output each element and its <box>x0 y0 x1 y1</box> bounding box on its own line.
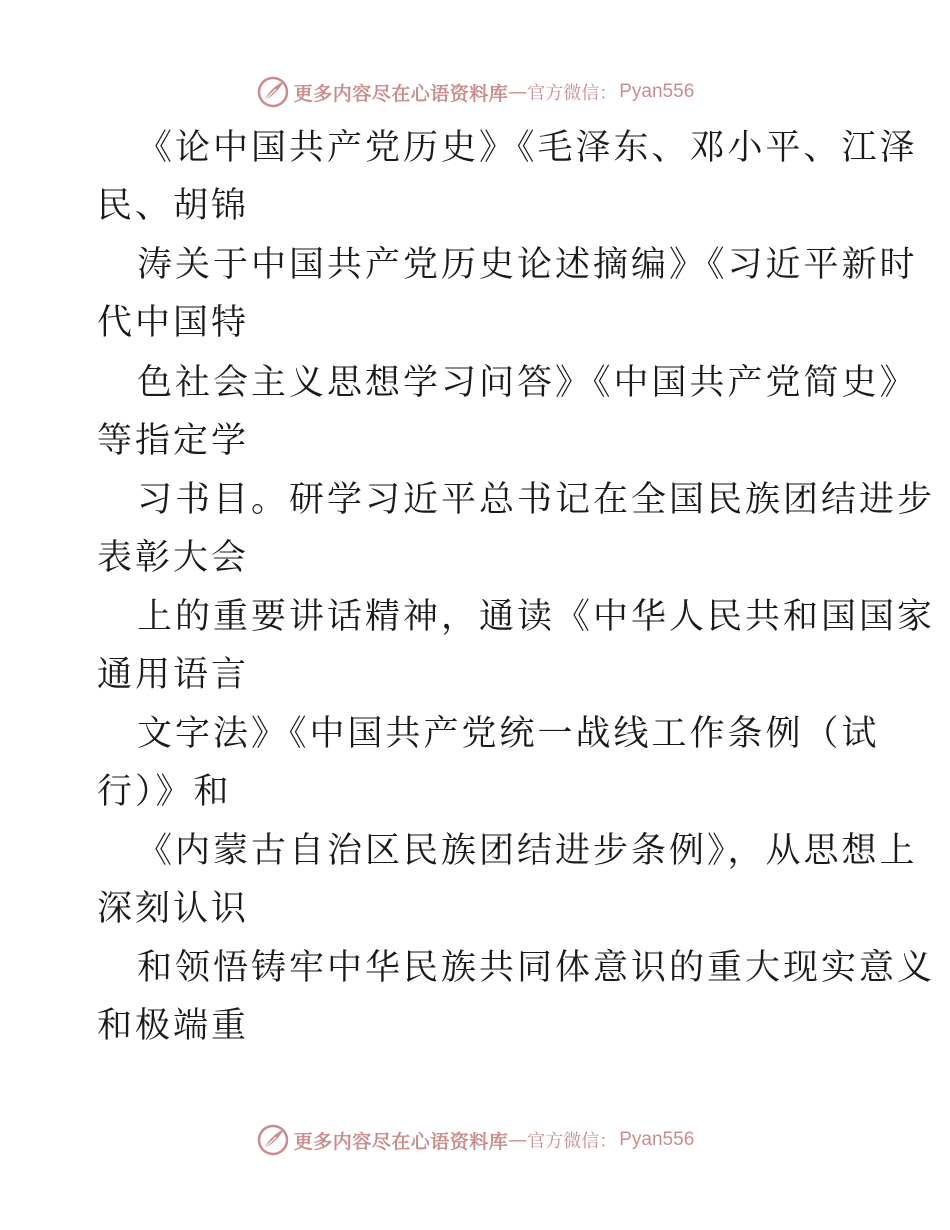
body-line: 上的重要讲话精神，通读《中华人民共和国国家 <box>137 597 936 637</box>
body-line: 和领悟铸牢中华民族共同体意识的重大现实意义 <box>137 948 936 988</box>
banner-wechat-id: Pyan556 <box>619 1129 695 1150</box>
banner-wechat-label: 官方微信： <box>527 1131 618 1152</box>
body-line: 深刻认识 <box>97 889 250 929</box>
body-line: 《内蒙古自治区民族团结进步条例》，从思想上 <box>137 831 918 871</box>
body-line: 等指定学 <box>97 421 250 461</box>
banner-separator: — <box>508 1129 528 1151</box>
body-line: 民、胡锦 <box>97 186 250 226</box>
body-line: 习书目。研学习近平总书记在全国民族团结进步 <box>137 480 936 520</box>
body-line: 和极端重 <box>97 1006 250 1046</box>
body-line: 涛关于中国共产党历史论述摘编》《习近平新时 <box>137 245 918 285</box>
banner-wechat-label: 官方微信： <box>527 83 618 104</box>
body-line: 通用语言 <box>97 655 250 695</box>
body-line: 表彰大会 <box>97 538 250 578</box>
body-line: 《论中国共产党历史》《毛泽东、邓小平、江泽 <box>137 128 918 168</box>
body-line: 代中国特 <box>97 303 250 343</box>
banner-site-text: 更多内容尽在心语资料库 <box>293 82 509 105</box>
feather-pen-logo-icon <box>256 1123 290 1157</box>
banner-wechat-id: Pyan556 <box>619 81 695 102</box>
body-line: 色社会主义思想学习问答》《中国共产党简史》 <box>137 363 918 403</box>
banner-site-text: 更多内容尽在心语资料库 <box>293 1130 509 1153</box>
feather-pen-logo-icon <box>256 75 290 109</box>
body-line: 文字法》《中国共产党统一战线工作条例（试 <box>137 714 880 754</box>
body-line: 行）》和 <box>97 772 232 812</box>
footer-watermark-banner <box>0 1120 950 1160</box>
banner-separator: — <box>508 81 528 103</box>
header-watermark-banner <box>0 72 950 112</box>
